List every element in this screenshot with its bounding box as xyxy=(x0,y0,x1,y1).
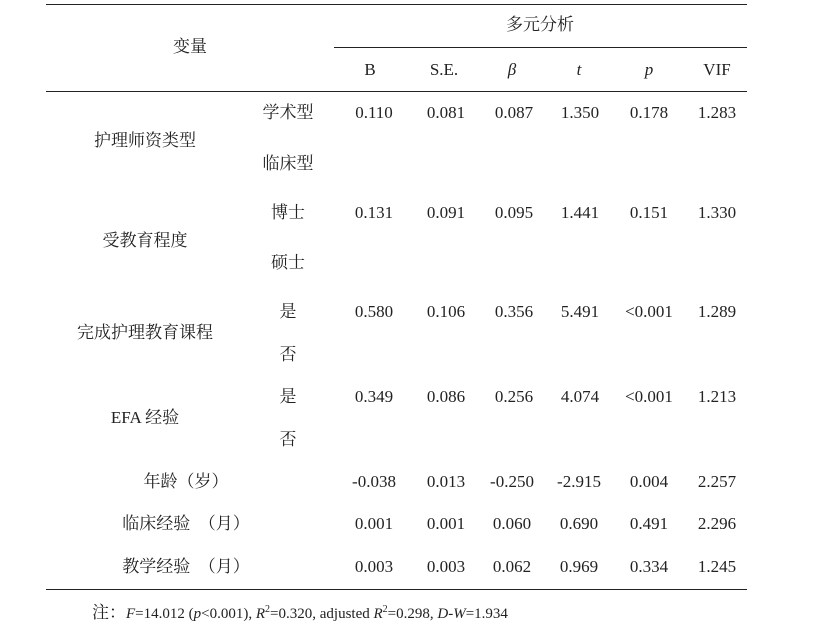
cell-t: 0.969 xyxy=(559,557,599,576)
cell-se: 0.001 xyxy=(426,514,466,533)
cell-p: 0.178 xyxy=(629,103,669,122)
col-header-se: S.E. xyxy=(429,60,459,79)
cell-vif: 1.289 xyxy=(697,302,737,321)
cell-t: 0.690 xyxy=(559,514,599,533)
cell-se: 0.106 xyxy=(426,302,466,321)
level-label: 硕士 xyxy=(271,253,305,272)
variable-header: 变量 xyxy=(173,37,207,56)
cell-vif: 2.296 xyxy=(697,514,737,533)
cell-b: 0.001 xyxy=(354,514,394,533)
group-label: 护理师资类型 xyxy=(94,131,196,150)
cell-beta: 0.062 xyxy=(492,557,532,576)
cell-p: 0.004 xyxy=(629,472,669,491)
level-label: 否 xyxy=(279,430,297,449)
continuous-label: 教学经验 （月） xyxy=(122,557,250,576)
group-label: 受教育程度 xyxy=(102,231,188,250)
cell-t: 5.491 xyxy=(560,302,600,321)
cell-b: 0.131 xyxy=(354,203,394,222)
cell-vif: 1.330 xyxy=(697,203,737,222)
cell-se: 0.013 xyxy=(426,472,466,491)
header-bottom-rule xyxy=(46,91,747,92)
cell-p: 0.151 xyxy=(629,203,669,222)
col-header-t: t xyxy=(576,60,582,79)
table-bottom-rule xyxy=(46,589,747,590)
note-prefix: 注： xyxy=(92,603,126,622)
cell-beta: 0.356 xyxy=(494,302,534,321)
col-header-p: p xyxy=(644,60,654,79)
analysis-header: 多元分析 xyxy=(506,15,574,34)
level-label: 博士 xyxy=(271,203,305,222)
continuous-label: 临床经验 （月） xyxy=(122,514,250,533)
cell-beta: 0.087 xyxy=(494,103,534,122)
cell-t: 1.441 xyxy=(560,203,600,222)
col-header-beta: β xyxy=(507,60,517,79)
cell-se: 0.081 xyxy=(426,103,466,122)
cell-t: 1.350 xyxy=(560,103,600,122)
cell-p: <0.001 xyxy=(625,302,673,321)
level-label: 是 xyxy=(279,387,297,406)
cell-b: -0.038 xyxy=(352,472,396,491)
cell-beta: 0.095 xyxy=(494,203,534,222)
cell-p: 0.491 xyxy=(629,514,669,533)
table-footnote: 注：F=14.012 (p<0.001), $R^2=0.320$, adjusted $R^2=0.298$, D-W=1.934 xyxy=(92,603,508,622)
cell-se: 0.003 xyxy=(426,557,466,576)
cell-beta: 0.060 xyxy=(492,514,532,533)
level-label: 是 xyxy=(279,302,297,321)
table-top-rule xyxy=(46,4,747,5)
level-label: 否 xyxy=(279,345,297,364)
level-label: 临床型 xyxy=(262,154,314,173)
cell-vif: 2.257 xyxy=(697,472,737,491)
group-label: 完成护理教育课程 xyxy=(77,323,213,342)
cell-p: <0.001 xyxy=(625,387,673,406)
cell-beta: 0.256 xyxy=(494,387,534,406)
cell-se: 0.091 xyxy=(426,203,466,222)
continuous-label: 年龄（岁） xyxy=(143,472,229,491)
col-header-vif: VIF xyxy=(703,60,731,79)
cell-vif: 1.213 xyxy=(697,387,737,406)
cell-p: 0.334 xyxy=(629,557,669,576)
group-label: EFA 经验 xyxy=(110,408,180,427)
level-label: 学术型 xyxy=(262,103,314,122)
cell-vif: 1.245 xyxy=(697,557,737,576)
cell-b: 0.003 xyxy=(354,557,394,576)
analysis-under-rule xyxy=(334,47,747,48)
cell-t: 4.074 xyxy=(560,387,600,406)
cell-b: 0.349 xyxy=(354,387,394,406)
cell-t: -2.915 xyxy=(557,472,601,491)
cell-b: 0.110 xyxy=(355,103,393,122)
cell-beta: -0.250 xyxy=(490,472,534,491)
cell-se: 0.086 xyxy=(426,387,466,406)
cell-vif: 1.283 xyxy=(697,103,737,122)
col-header-b: B xyxy=(364,60,376,79)
cell-b: 0.580 xyxy=(354,302,394,321)
